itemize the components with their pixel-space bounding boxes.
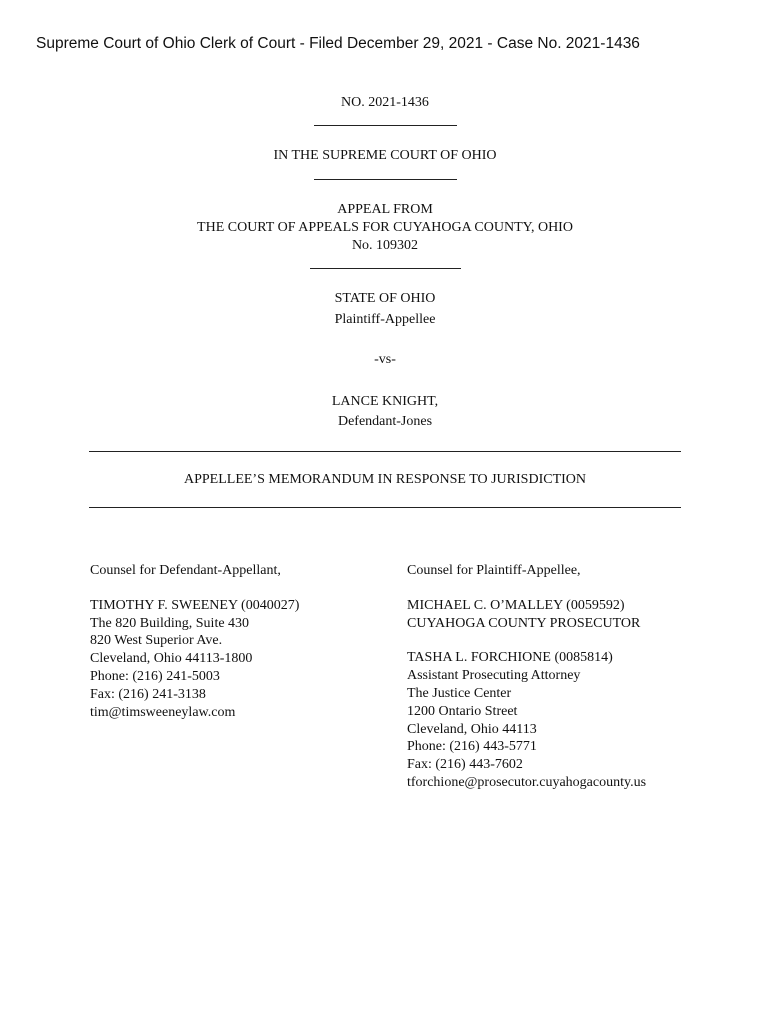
title-rule-top xyxy=(89,451,681,452)
defendant-name: LANCE KNIGHT, xyxy=(331,394,439,409)
filing-stamp: Supreme Court of Ohio Clerk of Court - Filed December 29, 2021 - Case No. 2021-1436 xyxy=(36,35,640,52)
title-rule-bottom xyxy=(89,507,681,508)
case-number: NO. 2021-1436 xyxy=(341,95,429,110)
attorney-name: TASHA L. FORCHIONE (0085814) xyxy=(407,650,613,666)
defendant-counsel-block xyxy=(90,562,299,721)
divider xyxy=(310,268,461,269)
appeal-from: APPEAL FROM xyxy=(337,202,433,217)
divider xyxy=(314,179,457,180)
attorney-title: Assistant Prosecuting Attorney xyxy=(407,668,581,684)
defendant-counsel-address-2: 820 West Superior Ave. xyxy=(90,633,223,649)
prosecutor-name: MICHAEL C. O’MALLEY (0059592) xyxy=(407,597,625,613)
plaintiff-role: Plaintiff-Appellee xyxy=(334,312,436,327)
defendant-counsel-phone: Phone: (216) 241-5003 xyxy=(90,668,220,684)
plaintiff-name: STATE OF OHIO xyxy=(334,291,436,306)
defendant-counsel-city: Cleveland, Ohio 44113-1800 xyxy=(90,651,253,667)
lower-court: THE COURT OF APPEALS FOR CUYAHOGA COUNTY, OHIO xyxy=(197,220,573,235)
office-email: tforchione@prosecutor.cuyahogacounty.us xyxy=(407,774,647,790)
plaintiff-counsel-block xyxy=(407,562,646,792)
office-street: 1200 Ontario Street xyxy=(407,703,518,719)
defendant-role: Defendant-Jones xyxy=(337,414,433,429)
defendant-counsel-fax: Fax: (216) 241-3138 xyxy=(90,686,206,702)
prosecutor-title: CUYAHOGA COUNTY PROSECUTOR xyxy=(407,615,641,631)
lower-case-number: No. 109302 xyxy=(351,238,419,253)
office-phone: Phone: (216) 443-5771 xyxy=(407,739,537,755)
versus: -vs- xyxy=(374,352,396,367)
document-title: APPELLEE’S MEMORANDUM IN RESPONSE TO JURISDICTION xyxy=(183,472,586,487)
defendant-counsel-name: TIMOTHY F. SWEENEY (0040027) xyxy=(90,597,300,613)
defendant-counsel-address-1: The 820 Building, Suite 430 xyxy=(90,615,250,631)
plaintiff-counsel-heading: Counsel for Plaintiff-Appellee, xyxy=(407,563,581,578)
defendant-counsel-email: tim@timsweeneylaw.com xyxy=(90,704,236,720)
office-city: Cleveland, Ohio 44113 xyxy=(407,721,537,737)
court-name: IN THE SUPREME COURT OF OHIO xyxy=(273,148,497,163)
divider xyxy=(314,125,457,126)
defendant-counsel-heading: Counsel for Defendant-Appellant, xyxy=(90,563,281,578)
office-fax: Fax: (216) 443-7602 xyxy=(407,757,523,773)
office-name: The Justice Center xyxy=(407,685,512,701)
